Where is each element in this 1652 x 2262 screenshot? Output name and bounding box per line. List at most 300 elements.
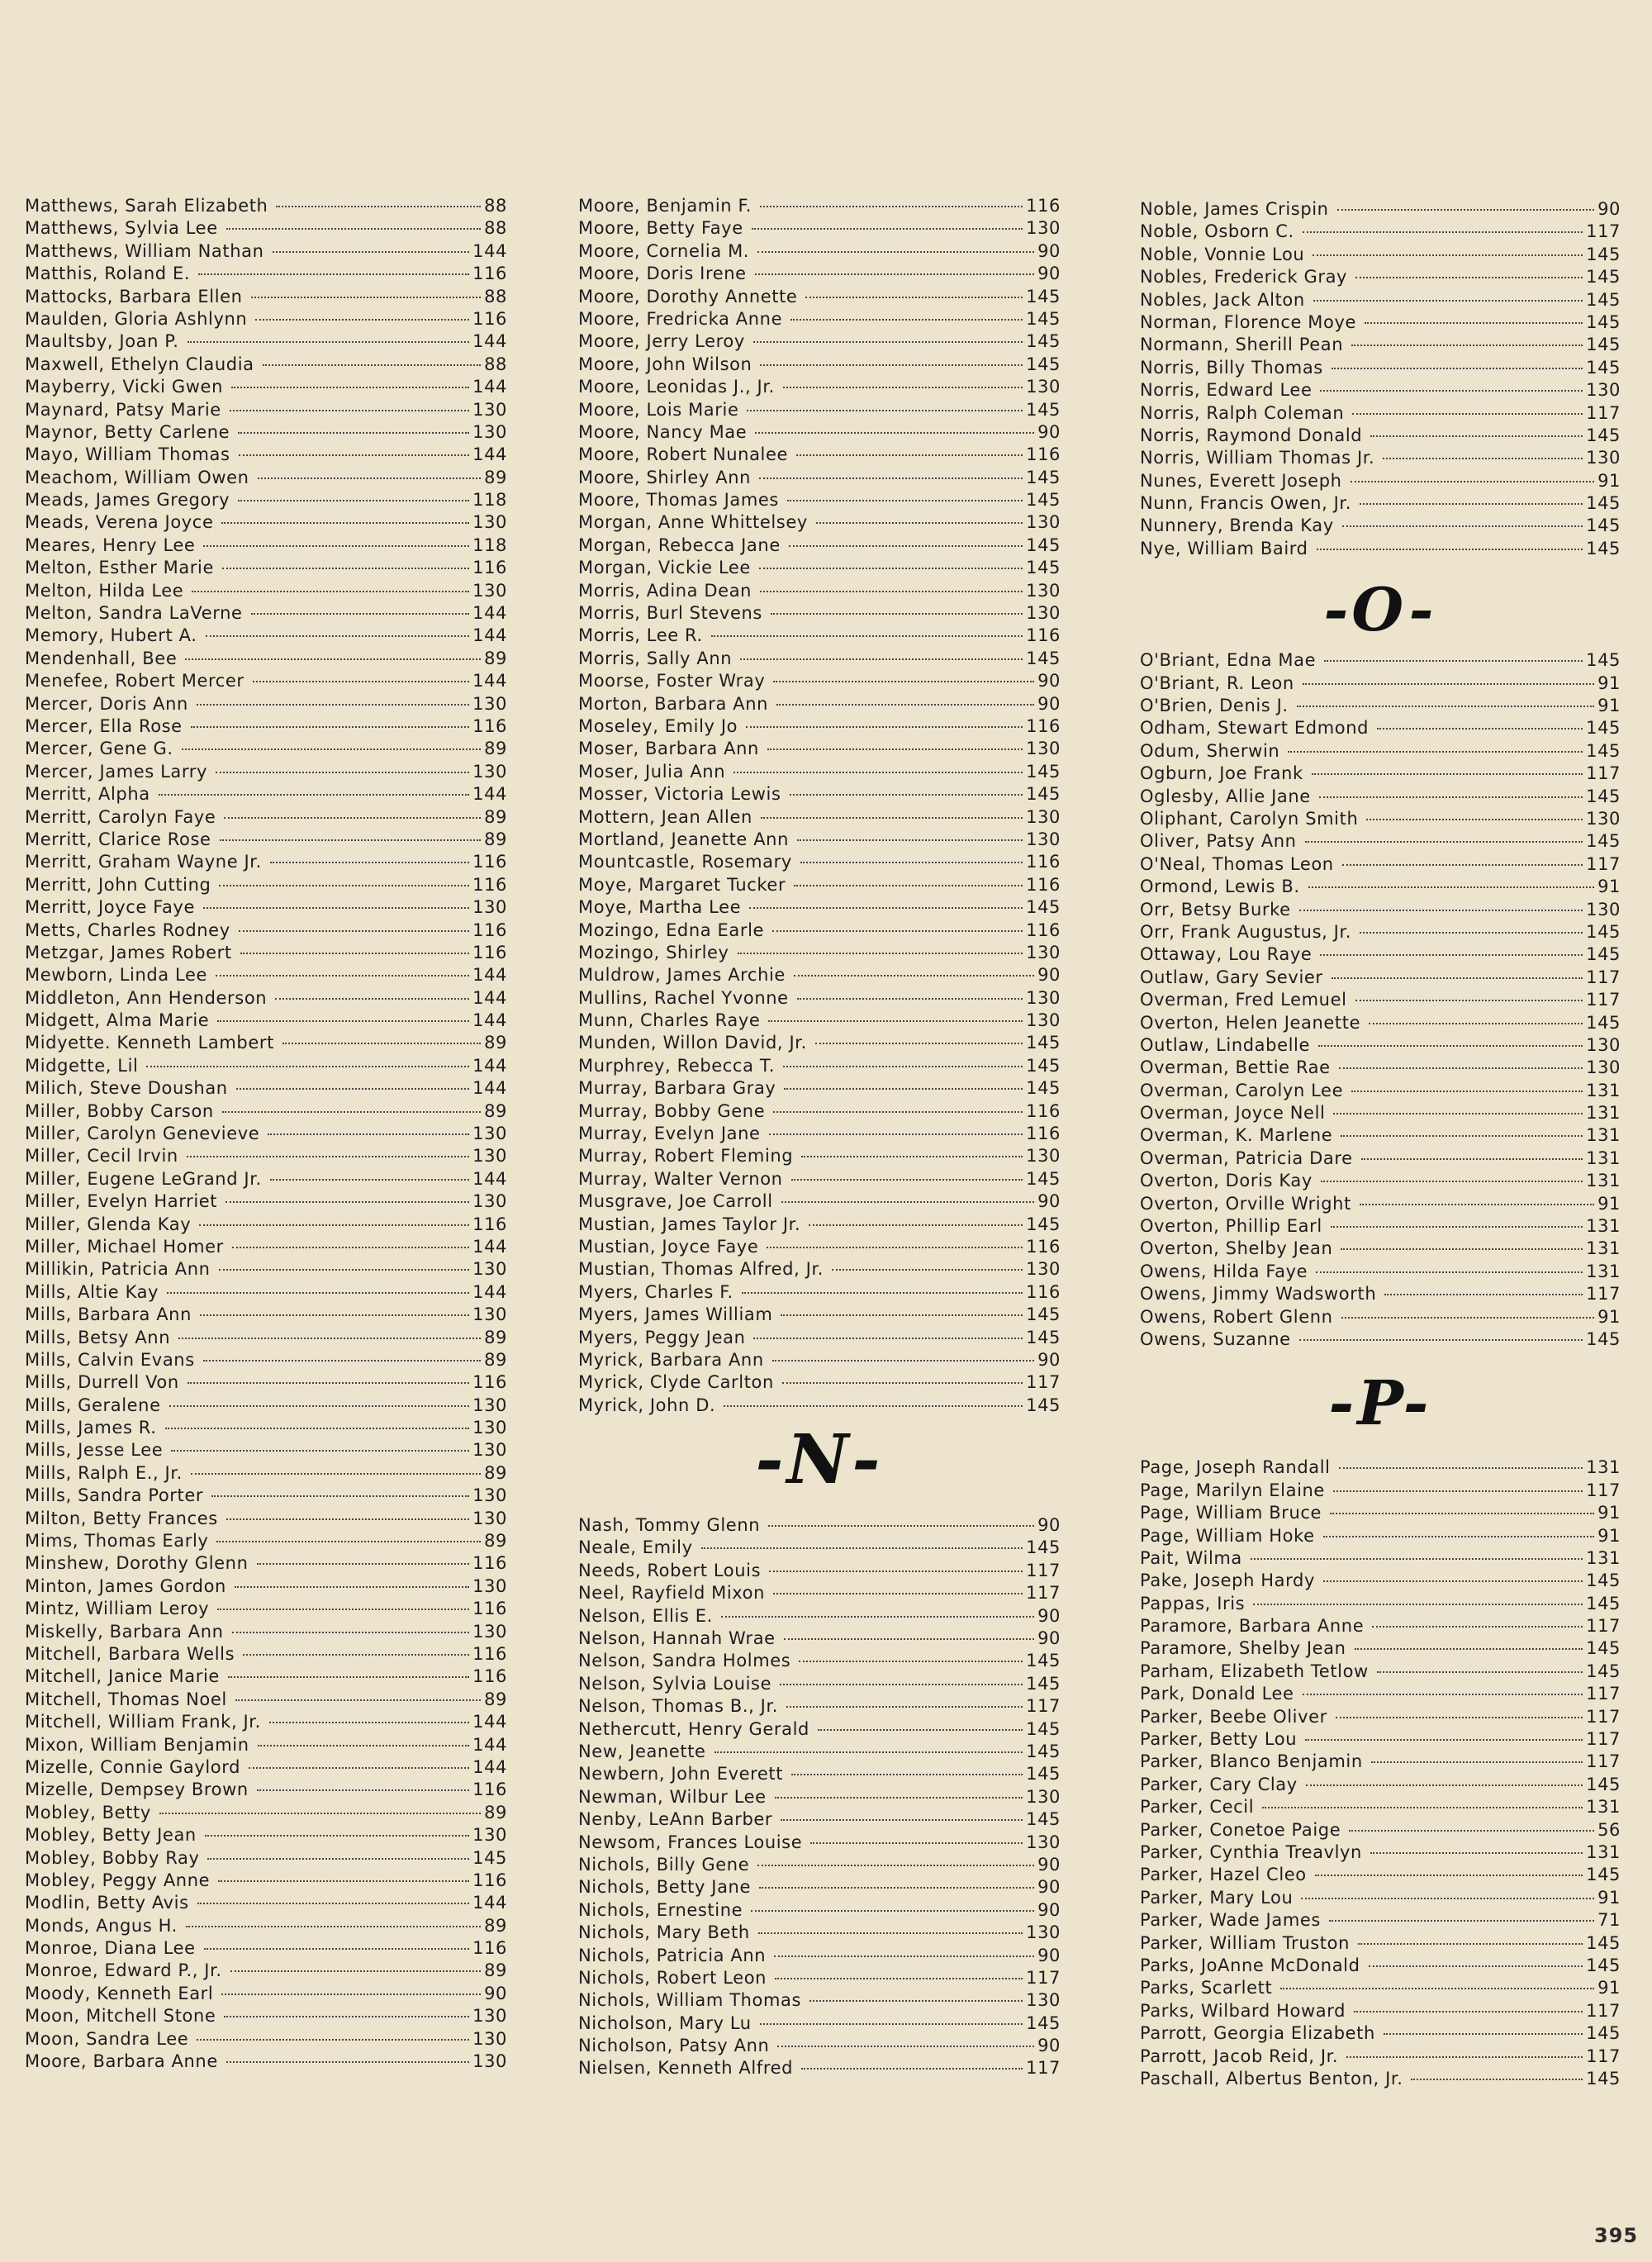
entry-page: 117 — [1586, 402, 1621, 423]
index-entry — [578, 421, 1061, 444]
entry-page: 145 — [1026, 286, 1061, 307]
index-entry — [25, 376, 507, 398]
entry-name: Matthews, Sylvia Lee — [25, 218, 218, 239]
dot-leader — [1280, 1988, 1594, 1989]
entry-page: 145 — [1026, 535, 1061, 555]
entry-page: 131 — [1586, 1238, 1621, 1259]
entry-name: Oglesby, Allie Jane — [1140, 786, 1311, 806]
entry-name: Mobley, Bobby Ray — [25, 1847, 200, 1868]
dot-leader — [257, 1789, 469, 1791]
index-entry — [578, 874, 1061, 896]
dot-leader — [1321, 1181, 1583, 1182]
entry-name: Nenby, LeAnn Barber — [578, 1809, 773, 1830]
index-entry — [25, 738, 507, 760]
entry-page: 145 — [1586, 493, 1621, 514]
index-entry — [1140, 289, 1621, 311]
dot-leader — [1342, 864, 1583, 866]
entry-page: 91 — [1597, 470, 1621, 491]
dot-leader — [186, 1926, 481, 1927]
index-entry — [578, 1349, 1061, 1371]
entry-page: 144 — [472, 987, 507, 1008]
index-entry — [578, 354, 1061, 376]
dot-leader — [1313, 254, 1583, 256]
index-entry — [1140, 830, 1621, 853]
index-entry — [578, 1854, 1061, 1876]
dot-leader — [1318, 1045, 1583, 1047]
entry-name: Melton, Esther Marie — [25, 558, 214, 578]
dot-leader — [767, 748, 1023, 750]
entry-page: 145 — [1026, 1718, 1061, 1739]
entry-page: 145 — [1586, 425, 1621, 445]
entry-page: 116 — [472, 920, 507, 940]
entry-name: Nunes, Everett Joseph — [1140, 470, 1342, 491]
entry-name: Pake, Joseph Hardy — [1140, 1571, 1315, 1591]
dot-leader — [270, 862, 469, 863]
dot-leader — [1365, 322, 1583, 324]
entry-name: Parks, Wilbard Howard — [1140, 2000, 1346, 2021]
dot-leader — [1377, 1671, 1583, 1673]
entry-page: 89 — [484, 1462, 507, 1483]
dot-leader — [282, 1043, 481, 1044]
entry-name: Maxwell, Ethelyn Claudia — [25, 354, 254, 374]
dot-leader — [810, 1842, 1023, 1844]
entry-name: Nicholson, Mary Lu — [578, 2013, 752, 2033]
entry-name: Moore, Shirley Ann — [578, 467, 752, 487]
index-entry — [1140, 1887, 1621, 1909]
entry-page: 145 — [1026, 784, 1061, 805]
index-entry — [25, 693, 507, 715]
dot-leader — [1361, 1158, 1583, 1160]
entry-page: 144 — [472, 1078, 507, 1099]
entry-name: Mills, Calvin Evans — [25, 1349, 195, 1370]
entry-page: 144 — [472, 671, 507, 691]
entry-name: Pait, Wilma — [1140, 1547, 1242, 1568]
entry-page: 90 — [1037, 1515, 1061, 1536]
entry-page: 116 — [472, 942, 507, 962]
entry-name: Mills, Betsy Ann — [25, 1327, 171, 1347]
index-entry — [1140, 1864, 1621, 1886]
index-entry — [578, 1214, 1061, 1236]
entry-page: 89 — [484, 1689, 507, 1709]
dot-leader — [217, 1020, 469, 1022]
entry-page: 145 — [1586, 718, 1621, 739]
entry-name: Meachom, William Owen — [25, 467, 249, 487]
entry-page: 145 — [1586, 1865, 1621, 1885]
index-entry — [25, 920, 507, 942]
index-entry — [578, 467, 1061, 489]
entry-page: 130 — [472, 897, 507, 918]
index-entry — [1140, 876, 1621, 898]
entry-page: 144 — [472, 240, 507, 261]
entry-name: Merritt, Carolyn Faye — [25, 806, 216, 827]
entry-name: Murray, Bobby Gene — [578, 1100, 766, 1121]
entry-page: 130 — [1586, 808, 1621, 829]
index-entry — [25, 896, 507, 919]
entry-page: 116 — [472, 1644, 507, 1664]
dot-leader — [159, 794, 469, 796]
index-entry — [1140, 1148, 1621, 1170]
index-entry — [578, 829, 1061, 851]
entry-page: 131 — [1586, 1261, 1621, 1281]
index-entry — [1140, 1238, 1621, 1260]
dot-leader — [780, 1684, 1023, 1685]
entry-page: 116 — [472, 1780, 507, 1800]
dot-leader — [774, 1955, 1034, 1957]
entry-name: Neale, Emily — [578, 1537, 693, 1558]
dot-leader — [1360, 1204, 1594, 1205]
index-entry — [578, 761, 1061, 783]
entry-name: Overton, Doris Kay — [1140, 1171, 1313, 1191]
index-entry — [25, 1371, 507, 1394]
dot-leader — [249, 1767, 469, 1769]
entry-page: 144 — [472, 1055, 507, 1076]
entry-name: Mercer, Doris Ann — [25, 693, 188, 714]
entry-page: 130 — [472, 1418, 507, 1438]
entry-page: 131 — [1586, 1125, 1621, 1146]
dot-leader — [753, 341, 1023, 343]
entry-page: 130 — [1586, 899, 1621, 920]
dot-leader — [786, 1706, 1023, 1708]
dot-leader — [1370, 435, 1583, 437]
index-entry — [578, 1945, 1061, 1967]
index-entry — [578, 1832, 1061, 1854]
entry-page: 89 — [484, 739, 507, 759]
index-entry — [1140, 853, 1621, 876]
dot-leader — [187, 1156, 469, 1157]
index-column-2 — [578, 195, 1061, 2080]
index-entry — [1140, 1661, 1621, 1683]
index-entry — [25, 399, 507, 421]
index-entry — [578, 715, 1061, 738]
dot-leader — [1351, 1091, 1583, 1092]
entry-name: Morgan, Rebecca Jane — [578, 535, 781, 555]
entry-name: Nobles, Jack Alton — [1140, 289, 1305, 310]
index-entry — [1140, 334, 1621, 356]
index-entry — [25, 1643, 507, 1666]
index-entry — [25, 1937, 507, 1960]
entry-name: Merritt, Alpha — [25, 784, 150, 805]
index-entry — [1140, 379, 1621, 402]
index-entry — [578, 1582, 1061, 1604]
entry-page: 91 — [1597, 672, 1621, 693]
dot-leader — [755, 273, 1034, 275]
index-entry — [578, 1371, 1061, 1394]
entry-page: 116 — [472, 558, 507, 578]
entry-name: Needs, Robert Louis — [578, 1560, 762, 1580]
entry-name: Parker, Betty Lou — [1140, 1729, 1298, 1750]
dot-leader — [207, 1858, 469, 1860]
dot-leader — [794, 885, 1023, 886]
entry-page: 130 — [1026, 603, 1061, 624]
index-entry — [578, 308, 1061, 330]
entry-page: 90 — [1037, 1191, 1061, 1212]
index-entry — [1140, 2068, 1621, 2090]
entry-page: 130 — [472, 761, 507, 782]
entry-page: 116 — [1026, 1100, 1061, 1121]
entry-page: 117 — [1586, 2046, 1621, 2066]
index-entry — [578, 1876, 1061, 1898]
entry-name: Mims, Thomas Early — [25, 1531, 209, 1552]
entry-page: 144 — [472, 1168, 507, 1189]
index-entry — [1140, 1570, 1621, 1592]
entry-name: Murray, Robert Fleming — [578, 1146, 794, 1167]
dot-leader — [816, 522, 1023, 524]
entry-page: 144 — [472, 331, 507, 352]
entry-page: 116 — [1026, 1124, 1061, 1144]
dot-leader — [1366, 819, 1583, 820]
index-entry — [1140, 1932, 1621, 1955]
entry-page: 130 — [472, 2028, 507, 2049]
index-entry — [25, 602, 507, 625]
entry-name: Mitchell, Thomas Noel — [25, 1689, 227, 1709]
entry-page: 90 — [1037, 1877, 1061, 1898]
entry-name: Pappas, Iris — [1140, 1593, 1246, 1613]
dot-leader — [269, 1722, 469, 1723]
entry-page: 91 — [1597, 1887, 1621, 1908]
entry-name: Oliphant, Carolyn Smith — [1140, 808, 1359, 829]
index-entry — [25, 1892, 507, 1914]
entry-name: Mitchell, Janice Marie — [25, 1666, 220, 1687]
index-entry — [25, 1281, 507, 1304]
index-entry — [1140, 989, 1621, 1011]
entry-page: 91 — [1597, 1978, 1621, 1998]
dot-leader — [1346, 2056, 1583, 2058]
dot-leader — [773, 1593, 1023, 1594]
entry-name: Nichols, Billy Gene — [578, 1854, 750, 1875]
entry-page: 145 — [1586, 289, 1621, 310]
index-entry — [25, 1598, 507, 1620]
index-entry — [578, 1077, 1061, 1100]
entry-page: 118 — [472, 490, 507, 511]
dot-leader — [775, 1978, 1023, 1979]
entry-page: 117 — [1586, 763, 1621, 784]
dot-leader — [268, 1133, 469, 1135]
entry-name: Murray, Barbara Gray — [578, 1078, 776, 1099]
dot-leader — [204, 1948, 469, 1950]
dot-leader — [1341, 1248, 1583, 1250]
entry-page: 145 — [1586, 740, 1621, 761]
entry-name: Memory, Hubert A. — [25, 625, 197, 646]
entry-name: Parker, Cynthia Treavlyn — [1140, 1842, 1362, 1862]
entry-name: Mozingo, Shirley — [578, 942, 729, 962]
entry-name: Paramore, Shelby Jean — [1140, 1638, 1346, 1659]
entry-name: Minton, James Gordon — [25, 1575, 226, 1596]
dot-leader — [159, 1813, 481, 1814]
index-entry — [578, 2013, 1061, 2035]
index-entry — [578, 1628, 1061, 1650]
dot-leader — [188, 341, 470, 343]
index-entry — [25, 1711, 507, 1733]
entry-name: Mills, Barbara Ann — [25, 1304, 192, 1325]
entry-name: Nichols, Ernestine — [578, 1899, 743, 1920]
entry-page: 144 — [472, 965, 507, 986]
dot-leader — [742, 1292, 1023, 1294]
index-entry — [25, 1055, 507, 1077]
entry-name: Miller, Cecil Irvin — [25, 1146, 178, 1167]
dot-leader — [800, 862, 1023, 863]
entry-name: Ogburn, Joe Frank — [1140, 763, 1303, 784]
index-entry — [25, 580, 507, 602]
dot-leader — [178, 1338, 481, 1339]
entry-page: 117 — [1586, 1284, 1621, 1304]
entry-page: 145 — [1026, 490, 1061, 511]
dot-leader — [199, 1224, 469, 1226]
dot-leader — [773, 1111, 1023, 1113]
index-entry — [25, 330, 507, 353]
dot-leader — [1339, 1067, 1583, 1069]
entry-name: Owens, Suzanne — [1140, 1328, 1291, 1349]
entry-name: Nichols, William Thomas — [578, 1990, 802, 2011]
entry-name: Maultsby, Joan P. — [25, 331, 179, 352]
entry-page: 117 — [1586, 1706, 1621, 1727]
entry-page: 88 — [484, 218, 507, 239]
entry-page: 144 — [472, 444, 507, 465]
entry-page: 130 — [472, 1124, 507, 1144]
entry-page: 145 — [1586, 1638, 1621, 1659]
entry-page: 116 — [472, 874, 507, 895]
entry-page: 130 — [472, 421, 507, 442]
entry-name: Mattocks, Barbara Ellen — [25, 286, 243, 307]
entry-page: 145 — [1026, 1395, 1061, 1415]
entry-page: 116 — [1026, 874, 1061, 895]
entry-page: 130 — [472, 399, 507, 420]
entry-name: Mosser, Victoria Lewis — [578, 784, 781, 805]
dot-leader — [146, 1066, 469, 1067]
dot-leader — [1330, 1513, 1594, 1514]
entry-name: Overman, Joyce Nell — [1140, 1103, 1326, 1124]
entry-page: 130 — [1586, 1034, 1621, 1055]
entry-name: Paschall, Albertus Benton, Jr. — [1140, 2068, 1403, 2089]
dot-leader — [1303, 231, 1583, 233]
dot-leader — [773, 681, 1034, 682]
entry-page: 130 — [1026, 1832, 1061, 1852]
entry-page: 88 — [484, 196, 507, 216]
index-entry — [1140, 1796, 1621, 1818]
entry-name: Myers, Peggy Jean — [578, 1327, 746, 1347]
entry-name: Mobley, Betty Jean — [25, 1825, 197, 1846]
entry-name: Moore, Benjamin F. — [578, 196, 752, 216]
dot-leader — [253, 681, 469, 682]
entry-page: 117 — [1586, 1684, 1621, 1704]
entry-page: 88 — [484, 354, 507, 374]
index-entry — [578, 376, 1061, 398]
entry-name: O'Brien, Denis J. — [1140, 696, 1289, 716]
entry-page: 116 — [472, 1599, 507, 1619]
entry-name: Parker, Blanco Benjamin — [1140, 1751, 1363, 1772]
entry-page: 130 — [472, 1304, 507, 1325]
dot-leader — [801, 2068, 1023, 2070]
section-letter-n: -N- — [755, 1420, 884, 1500]
dot-leader — [1316, 1271, 1583, 1273]
dot-leader — [1253, 1604, 1583, 1605]
index-entry — [25, 987, 507, 1010]
dot-leader — [757, 1865, 1034, 1866]
dot-leader — [815, 1043, 1023, 1044]
dot-leader — [1355, 1648, 1583, 1650]
entry-name: Moore, Barbara Anne — [25, 2051, 218, 2072]
entry-page: 145 — [1026, 467, 1061, 487]
entry-name: Mustian, Joyce Faye — [578, 1236, 759, 1257]
entry-name: Melton, Sandra LaVerne — [25, 603, 243, 624]
entry-page: 89 — [484, 467, 507, 487]
entry-page: 144 — [472, 1734, 507, 1755]
index-entry — [1140, 1977, 1621, 1999]
dot-leader — [235, 1586, 469, 1588]
dot-leader — [790, 319, 1023, 321]
entry-name: Owens, Hilda Faye — [1140, 1261, 1308, 1281]
entry-name: Moser, Barbara Ann — [578, 739, 759, 759]
index-entry — [578, 1718, 1061, 1741]
dot-leader — [781, 1201, 1034, 1203]
index-entry — [25, 1010, 507, 1032]
entry-page: 144 — [472, 603, 507, 624]
index-entry — [1140, 1955, 1621, 1977]
entry-page: 130 — [1026, 1786, 1061, 1807]
index-entry — [25, 1214, 507, 1236]
index-entry — [25, 1666, 507, 1688]
index-entry — [1140, 244, 1621, 266]
dot-leader — [219, 1269, 470, 1271]
entry-name: Overton, Shelby Jean — [1140, 1238, 1333, 1259]
index-entry — [578, 693, 1061, 715]
entry-name: Moon, Mitchell Stone — [25, 2006, 216, 2027]
dot-leader — [1341, 1135, 1583, 1137]
entry-name: Milton, Betty Frances — [25, 1508, 218, 1528]
dot-leader — [757, 251, 1034, 253]
dot-leader — [235, 1699, 481, 1701]
dot-leader — [832, 1269, 1023, 1271]
entry-name: Moore, Betty Faye — [578, 218, 743, 239]
dot-leader — [752, 228, 1023, 230]
index-entry — [1140, 943, 1621, 966]
entry-page: 90 — [1037, 671, 1061, 691]
entry-page: 145 — [1586, 921, 1621, 942]
index-entry — [25, 1349, 507, 1371]
entry-page: 89 — [484, 1960, 507, 1981]
entry-name: Menefee, Robert Mercer — [25, 671, 244, 691]
entry-name: Parks, JoAnne McDonald — [1140, 1955, 1360, 1975]
entry-page: 130 — [472, 1146, 507, 1167]
entry-name: Mercer, Ella Rose — [25, 715, 183, 736]
index-entry — [25, 625, 507, 647]
entry-page: 145 — [1586, 357, 1621, 378]
index-entry — [25, 715, 507, 738]
entry-name: O'Briant, Edna Mae — [1140, 650, 1317, 671]
dot-leader — [197, 704, 469, 706]
entry-name: Oliver, Patsy Ann — [1140, 831, 1297, 852]
entry-name: Mountcastle, Rosemary — [578, 852, 792, 872]
entry-page: 145 — [1026, 1537, 1061, 1558]
index-entry — [25, 1847, 507, 1870]
entry-name: Parker, Wade James — [1140, 1910, 1321, 1931]
entry-name: Moon, Sandra Lee — [25, 2028, 189, 2049]
dot-leader — [783, 1066, 1023, 1067]
entry-name: Millikin, Patricia Ann — [25, 1259, 211, 1280]
dot-leader — [226, 2061, 469, 2063]
entry-name: Miller, Michael Homer — [25, 1236, 224, 1257]
entry-page: 145 — [1026, 1214, 1061, 1234]
entry-page: 131 — [1586, 1797, 1621, 1818]
entry-page: 117 — [1026, 1560, 1061, 1580]
index-entry — [578, 1514, 1061, 1537]
index-entry — [25, 1621, 507, 1643]
index-entry — [25, 1417, 507, 1439]
entry-name: Mortland, Jeanette Ann — [578, 829, 789, 849]
entry-list — [1140, 198, 1621, 560]
dot-leader — [783, 387, 1023, 388]
index-entry — [25, 1395, 507, 1417]
dot-leader — [203, 1360, 481, 1361]
